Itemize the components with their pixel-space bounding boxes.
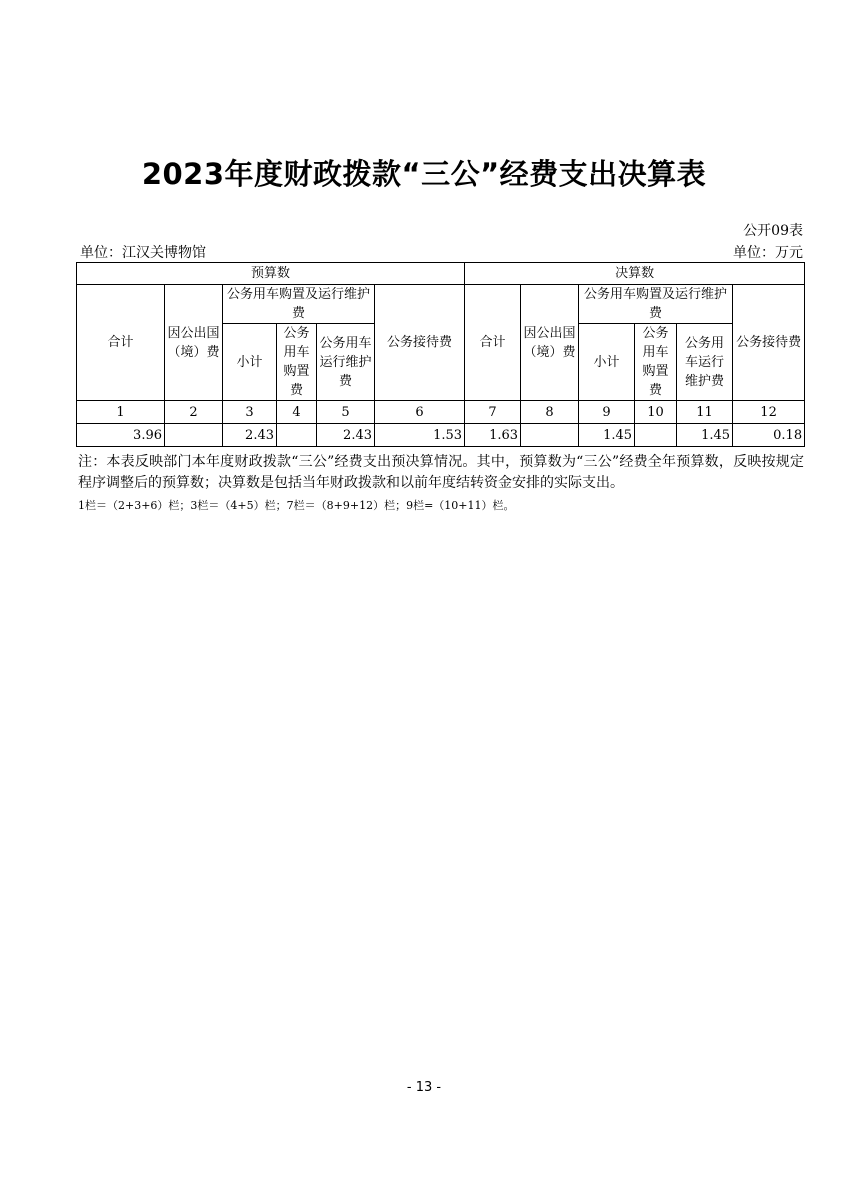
column-number: 1 [77,401,165,424]
final-reception-header: 公务接待费 [733,285,805,401]
final-reception-value: 0.18 [733,424,805,447]
column-number: 5 [317,401,375,424]
final-subtotal-value: 1.45 [579,424,635,447]
page-number: - 13 - [406,1080,442,1095]
final-abroad-value [521,424,579,447]
column-number: 12 [733,401,805,424]
final-abroad-header: 因公出国（境）费 [521,285,579,401]
unit-organization: 单位：江汉关博物馆 [80,245,206,261]
column-number: 2 [165,401,223,424]
budget-subtotal-header: 小计 [223,324,277,401]
final-vehicle-group-header: 公务用车购置及运行维护费 [579,285,733,324]
final-vehicle-operation-header: 公务用车运行维护费 [677,324,733,401]
data-row [77,424,805,447]
budget-vehicle-purchase-header: 公务用车购置费 [277,324,317,401]
final-vehicle-purchase-value [635,424,677,447]
budget-vehicle-purchase-value [277,424,317,447]
column-formula-note: 1栏＝（2+3+6）栏；3栏＝（4+5）栏；7栏＝（8+9+12）栏；9栏=（10+11）栏。 [78,499,515,512]
column-number: 11 [677,401,733,424]
form-number: 公开09表 [743,223,803,239]
budget-subtotal-value: 2.43 [223,424,277,447]
table-note: 注：本表反映部门本年度财政拨款“三公”经费支出预决算情况。其中，预算数为“三公”经费全年预算数，反映按规定程序调整后的预算数；决算数是包括当年财政拨款和以前年度结转资金安排的实际支出。 [78,454,804,491]
column-number: 3 [223,401,277,424]
column-number: 7 [465,401,521,424]
budget-total-value: 3.96 [77,424,165,447]
budget-reception-header: 公务接待费 [375,285,465,401]
column-number-row [77,401,805,424]
budget-abroad-value [165,424,223,447]
budget-vehicle-group-header: 公务用车购置及运行维护费 [223,285,375,324]
budget-total-header: 合计 [77,285,165,401]
budget-vehicle-operation-value: 2.43 [317,424,375,447]
column-number: 4 [277,401,317,424]
column-number: 9 [579,401,635,424]
budget-reception-value: 1.53 [375,424,465,447]
final-vehicle-operation-value: 1.45 [677,424,733,447]
three-public-expenses-table [76,262,805,447]
final-subtotal-header: 小计 [579,324,635,401]
page-title: 2023年度财政拨款“三公”经费支出决算表 [141,157,707,191]
budget-abroad-header: 因公出国（境）费 [165,285,223,401]
final-group-header: 决算数 [465,263,805,285]
final-vehicle-purchase-header: 公务用车购置费 [635,324,677,401]
unit-currency: 单位：万元 [733,245,803,261]
budget-group-header: 预算数 [77,263,465,285]
column-number: 10 [635,401,677,424]
final-total-value: 1.63 [465,424,521,447]
final-total-header: 合计 [465,285,521,401]
budget-vehicle-operation-header: 公务用车运行维护费 [317,324,375,401]
column-number: 8 [521,401,579,424]
column-number: 6 [375,401,465,424]
